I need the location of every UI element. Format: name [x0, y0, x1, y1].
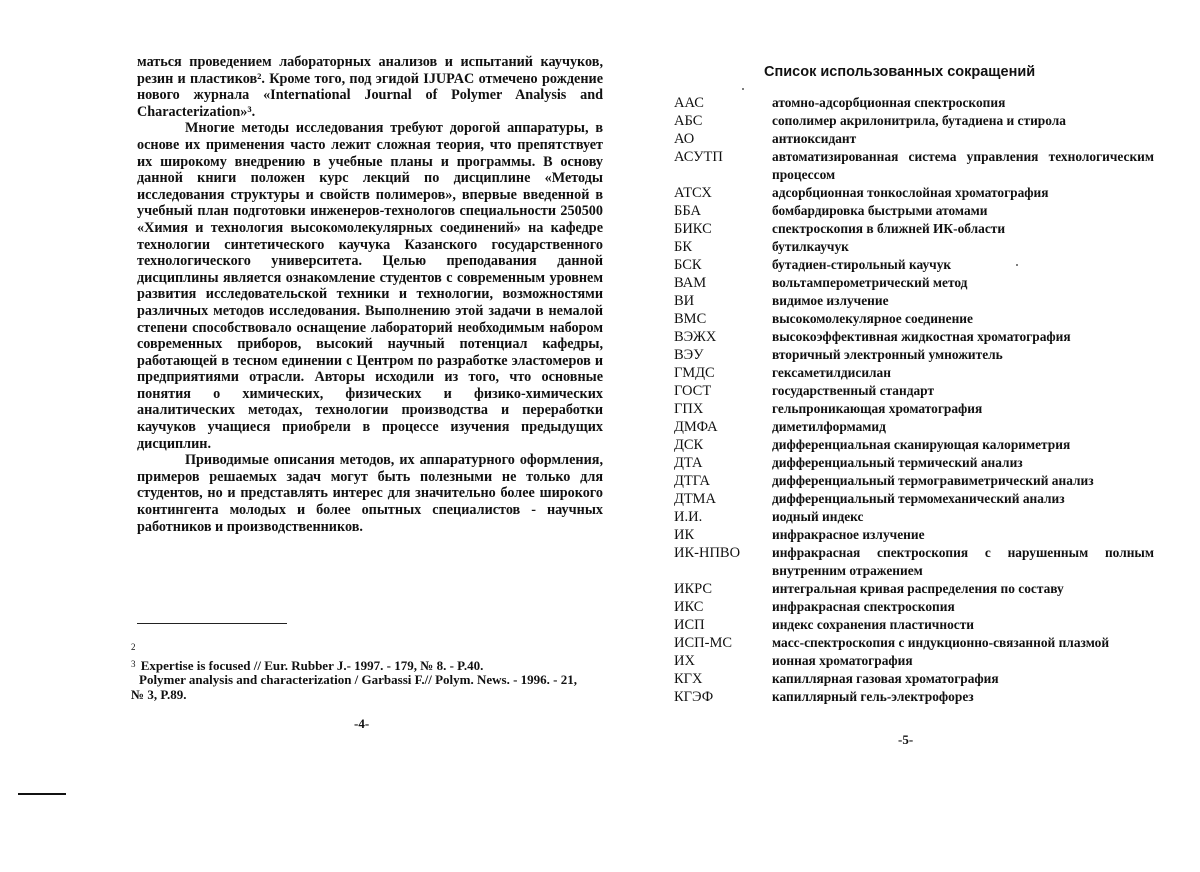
- footnote-mark-3: 3: [131, 658, 136, 669]
- abbreviation-code: ИК: [674, 527, 695, 543]
- abbreviation-code: АТСХ: [674, 185, 712, 201]
- abbreviation-code: ГОСТ: [674, 383, 712, 399]
- abbreviation-row: [674, 544, 1154, 580]
- abbreviation-definition: масс-спектроскопия с индукционно-связанной плазмой: [772, 635, 1110, 650]
- abbreviation-row: [674, 202, 1154, 220]
- abbreviation-definition: бомбардировка быстрыми атомами: [772, 203, 988, 218]
- scan-speck: [1016, 264, 1018, 266]
- abbreviation-definition: бутадиен-стирольный каучук: [772, 257, 952, 272]
- footnote-separator: [137, 623, 287, 624]
- abbreviation-code: ДСК: [674, 437, 704, 453]
- abbreviation-code: ДТГА: [674, 473, 711, 489]
- abbreviation-row: [674, 130, 1154, 148]
- abbreviation-code: ИКРС: [674, 581, 713, 597]
- abbreviations-title: Список использованных сокращений: [764, 64, 1036, 80]
- abbreviation-definition: иодный индекс: [772, 509, 864, 524]
- abbreviation-row: [674, 112, 1154, 130]
- abbreviation-row: [674, 328, 1154, 346]
- abbreviation-row: [674, 382, 1154, 400]
- abbreviation-code: БК: [674, 239, 692, 255]
- abbreviation-row: [674, 274, 1154, 292]
- abbreviation-definition: дифференциальный термомеханический анализ: [772, 491, 1065, 506]
- abbreviation-code: ВАМ: [674, 275, 707, 291]
- abbreviation-definition: инфракрасная спектроскопия: [772, 599, 955, 614]
- abbreviation-row: [674, 310, 1154, 328]
- abbreviation-code: ВМС: [674, 311, 707, 327]
- abbreviation-row: [674, 436, 1154, 454]
- abbreviation-code: АО: [674, 131, 695, 147]
- abbreviation-definition: высокоэффективная жидкостная хроматография: [772, 329, 1071, 344]
- abbreviation-row: [674, 364, 1154, 382]
- abbreviation-code: ГПХ: [674, 401, 704, 417]
- abbreviation-definition: спектроскопия в ближней ИК-области: [772, 221, 1006, 236]
- abbreviation-definition: индекс сохранения пластичности: [772, 617, 975, 632]
- paragraph-2: Многие методы исследования требуют дорогой аппаратуры, в основе их применения часто лежит сложная теория, что препятствует их широкому внедрению в учебные планы и программы. В основу данной книги положен курс лекций по дисциплине «Методы исследования структуры и свойств полимеров», впервые введенной в учебный план подготовки инженеров-технологов специальности 250500 «Химия и технология высокомолекулярных соединений» на кафедре технологии синтетического каучука Казанского государственного технологического университета. Целью преподавания данной дисциплины является ознакомление студентов с современным уровнем развития исследовательской техники и технологии, возможностями различных методов исследования. Выполнению этой задачи в немалой степени способствовало оснащение лабораторий необходимым набором современных приборов, высокий научный потенциал кафедры, работающей в тесном единении с Центром по разработке эластомеров и предприятиями отрасли. Авторы исходили из того, что основные понятия о химических, физических и физико-химических аналитических методах, технологии производства и переработки каучуков учащиеся приобрели в процессе изучения предыдущих дисциплин.: [137, 120, 603, 452]
- abbreviations-list: [674, 94, 1154, 706]
- abbreviation-definition: дифференциальная сканирующая калориметрия: [772, 437, 1071, 452]
- abbreviation-row: [674, 508, 1154, 526]
- abbreviation-code: ИСП-МС: [674, 635, 733, 651]
- abbreviation-row: [674, 634, 1154, 652]
- abbreviation-row: [674, 400, 1154, 418]
- abbreviation-row: [674, 688, 1154, 706]
- abbreviation-definition: антиоксидант: [772, 131, 857, 146]
- footnote-3-citation: Polymer analysis and characterization / Garbassi F.// Polym. News. - 1996. - 21,: [139, 672, 578, 687]
- scan-mark: [18, 793, 66, 795]
- abbreviation-definition: сополимер акрилонитрила, бутадиена и стирола: [772, 113, 1066, 128]
- abbreviation-definition: вторичный электронный умножитель: [772, 347, 1003, 362]
- abbreviation-definition: видимое излучение: [772, 293, 889, 308]
- main-text: [137, 54, 603, 535]
- abbreviation-definition: высокомолекулярное соединение: [772, 311, 973, 326]
- paragraph-1: маться проведением лабораторных анализов и испытаний каучуков, резин и пластиков². Кроме того, под эгидой IJUPAC отмечено рождение нового журнала «International Journal of Polymer Analysis and Characterization»³.: [137, 54, 603, 120]
- abbreviation-row: [674, 598, 1154, 616]
- abbreviation-row: [674, 346, 1154, 364]
- paragraph-3: Приводимые описания методов, их аппаратурного оформления, примеров решаемых задач могут быть полезными не только для студентов, но и представлять интерес для значительно более широкого контингента молодых и более опытных специалистов - научных работников и производственников.: [137, 452, 603, 535]
- abbreviation-code: ВЭЖХ: [674, 329, 717, 345]
- abbreviation-code: ААС: [674, 95, 704, 111]
- abbreviation-code: И.И.: [674, 509, 703, 525]
- abbreviation-code: ДТА: [674, 455, 703, 471]
- footnote-2-citation: Expertise is focused // Eur. Rubber J.- 1997. - 179, № 8. - P.40.: [140, 657, 484, 673]
- abbreviation-row: [674, 220, 1154, 238]
- abbreviation-row: [674, 148, 1154, 184]
- abbreviation-definition: государственный стандарт: [772, 383, 935, 398]
- abbreviation-definition: ионная хроматография: [772, 653, 913, 668]
- footnote-3-continued: № 3, P.89.: [131, 686, 187, 702]
- right-page: [640, 0, 1200, 872]
- abbreviation-definition: капиллярная газовая хроматография: [772, 671, 999, 686]
- abbreviation-code: КГХ: [674, 671, 703, 687]
- abbreviation-row: [674, 526, 1154, 544]
- footnotes: [131, 640, 601, 702]
- footnote-mark-2: 2: [131, 642, 136, 652]
- abbreviation-row: [674, 184, 1154, 202]
- abbreviation-code: ИКС: [674, 599, 704, 615]
- abbreviation-code: ИК-НПВО: [674, 545, 741, 561]
- abbreviation-definition: интегральная кривая распределения по составу: [772, 581, 1064, 596]
- abbreviation-code: ВЭУ: [674, 347, 704, 363]
- abbreviation-definition: инфракрасная спектроскопия с нарушенным полным внутренним отражением: [772, 545, 1154, 578]
- abbreviation-definition: капиллярный гель-электрофорез: [772, 689, 974, 704]
- abbreviation-definition: инфракрасное излучение: [772, 527, 925, 542]
- abbreviation-definition: адсорбционная тонкослойная хроматография: [772, 185, 1049, 200]
- abbreviation-code: ДТМА: [674, 491, 716, 507]
- abbreviation-definition: гельпроникающая хроматография: [772, 401, 983, 416]
- abbreviation-code: БИКС: [674, 221, 712, 237]
- abbreviation-row: [674, 616, 1154, 634]
- abbreviation-definition: автоматизированная система управления технологическим процессом: [772, 149, 1154, 182]
- abbreviation-code: БСК: [674, 257, 702, 273]
- abbreviation-code: ИХ: [674, 653, 695, 669]
- abbreviation-definition: дифференциальный термический анализ: [772, 455, 1023, 470]
- abbreviation-code: АБС: [674, 113, 703, 129]
- abbreviation-row: [674, 490, 1154, 508]
- abbreviation-row: [674, 292, 1154, 310]
- abbreviation-definition: вольтамперометрический метод: [772, 275, 968, 290]
- abbreviation-definition: гексаметилдисилан: [772, 365, 891, 380]
- abbreviation-code: ББА: [674, 203, 701, 219]
- abbreviation-definition: дифференциальный термогравиметрический анализ: [772, 473, 1094, 488]
- abbreviation-row: [674, 652, 1154, 670]
- abbreviation-code: КГЭФ: [674, 689, 714, 705]
- page-number-right: -5-: [898, 732, 914, 747]
- footnote-3: [131, 673, 601, 688]
- abbreviation-code: ГМДС: [674, 365, 715, 381]
- abbreviation-definition: атомно-адсорбционная спектроскопия: [772, 95, 1006, 110]
- abbreviation-row: [674, 472, 1154, 490]
- abbreviation-code: АСУТП: [674, 149, 723, 165]
- abbreviation-row: [674, 238, 1154, 256]
- abbreviation-row: [674, 256, 1154, 274]
- scan-speck: [742, 88, 744, 90]
- abbreviation-code: ВИ: [674, 293, 695, 309]
- abbreviation-code: ИСП: [674, 617, 705, 633]
- abbreviation-definition: бутилкаучук: [772, 239, 849, 254]
- page-number-left: -4-: [354, 716, 370, 731]
- footnote-2: [131, 640, 601, 657]
- abbreviation-row: [674, 94, 1154, 112]
- abbreviation-code: ДМФА: [674, 419, 718, 435]
- abbreviation-row: [674, 454, 1154, 472]
- abbreviation-definition: диметилформамид: [772, 419, 886, 434]
- footnote-2-text: [131, 657, 601, 674]
- abbreviation-row: [674, 580, 1154, 598]
- abbreviation-row: [674, 418, 1154, 436]
- abbreviation-row: [674, 670, 1154, 688]
